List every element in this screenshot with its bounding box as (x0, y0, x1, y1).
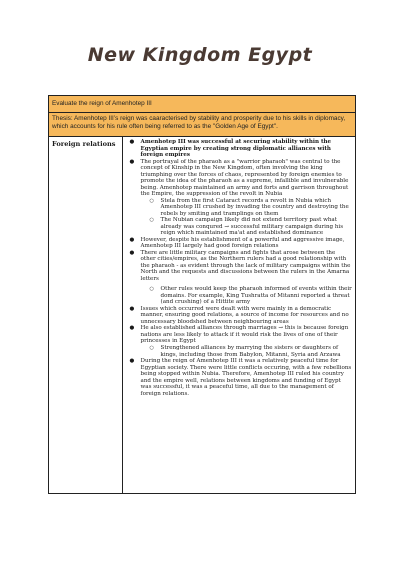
thesis-row (49, 113, 355, 137)
hollow-bullet-icon: ○ (149, 197, 154, 204)
sub-list-item (127, 198, 352, 218)
hollow-bullet-icon: ○ (149, 344, 154, 351)
bullet-icon: ● (129, 325, 135, 332)
list-item (127, 159, 352, 198)
bullet-list (127, 139, 352, 397)
bullet-icon: ● (129, 305, 135, 312)
question-row (49, 96, 355, 113)
list-item (127, 325, 352, 345)
list-item (127, 250, 352, 283)
notes-table (48, 95, 356, 494)
list-item-text: Amenhotep III was successful at securing stability within the Egyptian empire by creating strong diplomatic alliances with foreign empires (140, 139, 332, 159)
list-item (127, 139, 352, 159)
list-item-text: He also established alliances through marriages → this is because foreign nations are less likely to attack if it would risk the lives of one of their princesses in Egypt (140, 325, 349, 345)
list-item-text: The portrayal of the pharaoh as a "warrior pharaoh" was central to the concept of Kinship in the New Kingdom, often involving the king triumphing over the forces of chaos, represented by foreign enemies to promote the idea of the pharaoh as a supreme, infallible and invulnerable being. Amenhotep maintained an army and forts and garrison throughout the Empire, the suppression of the revolt in Nubia (140, 158, 349, 198)
section-row (49, 137, 355, 493)
hollow-bullet-icon: ○ (149, 286, 154, 293)
list-item-text: However, despite his establishment of a powerful and aggressive image, Amenhotep III largely had good foreign relations (140, 236, 345, 250)
list-item (127, 358, 352, 397)
list-item-text: There are little military campaigns and fights that arose between the other cities/empires, as the Northern rulers had a good relationship with the pharaoh - as evident through the lack of military campaigns within the North and the requests and discussions between the rulers in the Amarna letters (140, 249, 351, 282)
section-content (123, 137, 355, 493)
list-item (127, 306, 352, 326)
bullet-icon: ● (129, 249, 135, 256)
bullet-icon: ● (129, 358, 135, 365)
bullet-icon: ● (129, 158, 135, 165)
list-item-text: Stela from the first Cataract records a revolt in Nubia which Amenhotep III crushed by invading the country and destroying the rebels by smiting and tramplings on them (160, 197, 349, 217)
list-item (127, 237, 352, 250)
sub-list-item (127, 345, 352, 358)
page-title: New Kingdom Egypt (87, 44, 313, 66)
list-item-text: During the reign of Amenhotep III it was a relatively peaceful time for Egyptian society. There were little conflicts occuring, with a few rebellions being stopped within Nubia. Therefore, Amenhotep III ruled his country and the empire well, relations between kingdoms and funding of Egypt was successful, it was a peaceful time, all due to the management of foreign relations. (140, 358, 352, 397)
list-item-text: Strengthened alliances by marrying the sisters or daughters of kings, including those from Babylon, Mitanni, Syria and Arzawa (160, 344, 341, 358)
sub-list-item (127, 217, 352, 237)
hollow-bullet-icon: ○ (149, 217, 154, 224)
bullet-icon: ● (129, 139, 135, 145)
bullet-icon: ● (129, 236, 135, 243)
list-item-text: Other rules would keep the pharaoh informed of events within their domains. For example, King Tushratta of Mitanni reported a threat (and crushing) of a Hittite army (160, 286, 352, 306)
thesis-text: Thesis: Amenhotep III’s reign was caaracterised by stability and prosperity due to his skills in diplomacy, which accounts for his rule often being referred to as the "Golden Age of Egypt". (52, 115, 346, 130)
list-item-text: Issues which occurred were dealt with were mainly in a democratic manner, ensuring good relations, a source of income for resources and no unnecessary bloodshed between neighbouring areas (140, 305, 349, 325)
section-label: Foreign relations (49, 137, 123, 493)
list-item-text: The Nubian campaign likely did not extend territory past what already was conqured → successful military campaign during his reign which maintained ma'at and established dominance (160, 217, 344, 237)
sub-list-item (127, 286, 352, 306)
question-text: Evaluate the reign of Amenhotep III (52, 100, 152, 107)
